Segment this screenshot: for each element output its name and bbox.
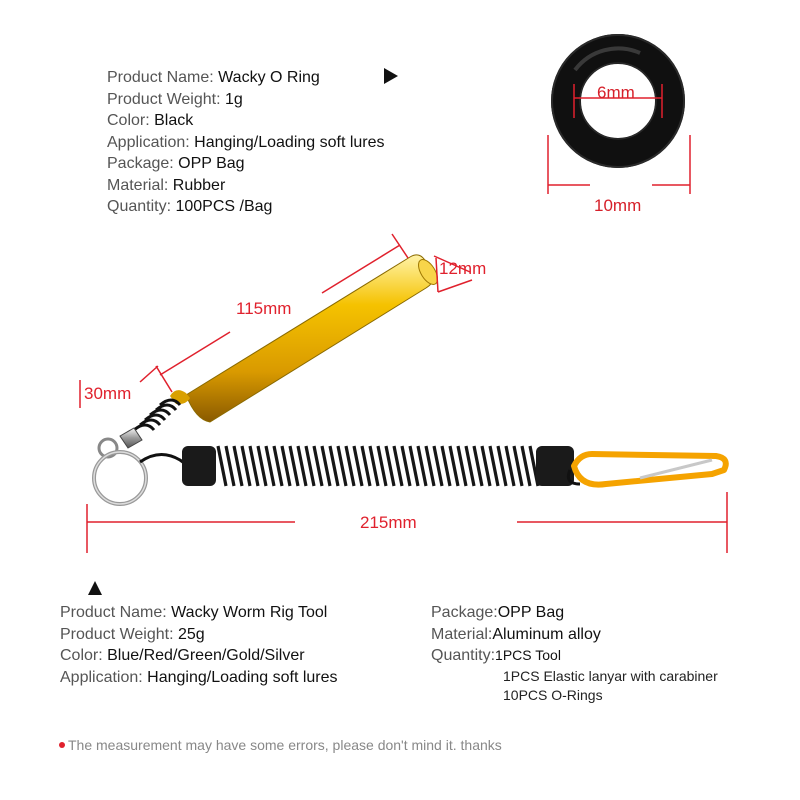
tool-spec-line — [60, 625, 205, 644]
spec-value: Wacky Worm Rig Tool — [171, 604, 328, 621]
spec-key: Color: — [107, 112, 155, 129]
ring-outer-label: 10mm — [594, 196, 642, 215]
tool-spec-line — [431, 625, 601, 644]
spec-key: Quantity: — [431, 647, 496, 664]
tool-spec-line — [60, 603, 327, 622]
spec-value: Hanging/Loading soft lures — [147, 669, 338, 686]
tool-spec-line — [431, 603, 564, 622]
spec-key: Application: — [60, 669, 148, 686]
spec-key: Material: — [107, 177, 173, 194]
tool-spec-line — [60, 668, 338, 687]
spec-value: 1PCS Tool — [495, 647, 561, 663]
quantity-extra-line: 1PCS Elastic lanyar with carabiner — [503, 668, 718, 684]
split-ring — [94, 428, 146, 504]
ring-inner-label: 6mm — [597, 83, 635, 102]
rig-tool-tube — [170, 255, 441, 422]
triangle-up-icon — [88, 581, 102, 595]
spec-value: Black — [154, 112, 194, 129]
spec-key: Material: — [431, 626, 493, 643]
spec-value: Rubber — [172, 177, 226, 194]
total-length-label: 215mm — [360, 513, 417, 532]
triangle-right-icon — [384, 68, 398, 84]
spec-value: Hanging/Loading soft lures — [194, 134, 385, 151]
spec-value: Blue/Red/Green/Gold/Silver — [107, 647, 305, 664]
measurement-note: The measurement may have some errors, please don't mind it. thanks — [68, 737, 502, 753]
spec-value: 25g — [177, 626, 205, 643]
spec-value: Wacky O Ring — [218, 69, 320, 86]
short-spring — [134, 400, 180, 430]
spec-value: Aluminum alloy — [492, 626, 601, 643]
spring-length-label: 30mm — [84, 384, 132, 403]
coiled-lanyard — [140, 446, 574, 486]
spec-key: Quantity: — [107, 198, 176, 215]
spec-key: Application: — [107, 134, 195, 151]
spec-value: OPP Bag — [497, 604, 565, 621]
spec-key: Product Weight: — [60, 626, 178, 643]
tube-length-label: 115mm — [236, 299, 292, 318]
tool-spec-line — [60, 646, 305, 665]
tube-diameter-label: 12mm — [439, 259, 487, 278]
tool-spec-line — [431, 646, 561, 665]
spec-value: OPP Bag — [178, 155, 245, 172]
spec-key: Color: — [60, 647, 108, 664]
quantity-extra-line: 10PCS O-Rings — [503, 687, 603, 703]
carabiner — [568, 454, 725, 485]
spec-value: 100PCS /Bag — [175, 198, 273, 215]
spec-key: Product Weight: — [107, 91, 225, 108]
spec-key: Product Name: — [60, 604, 172, 621]
dot-icon — [59, 742, 65, 748]
spec-value: 1g — [224, 91, 243, 108]
spec-key: Package: — [107, 155, 179, 172]
spec-key: Package: — [431, 604, 498, 621]
spec-key: Product Name: — [107, 69, 219, 86]
